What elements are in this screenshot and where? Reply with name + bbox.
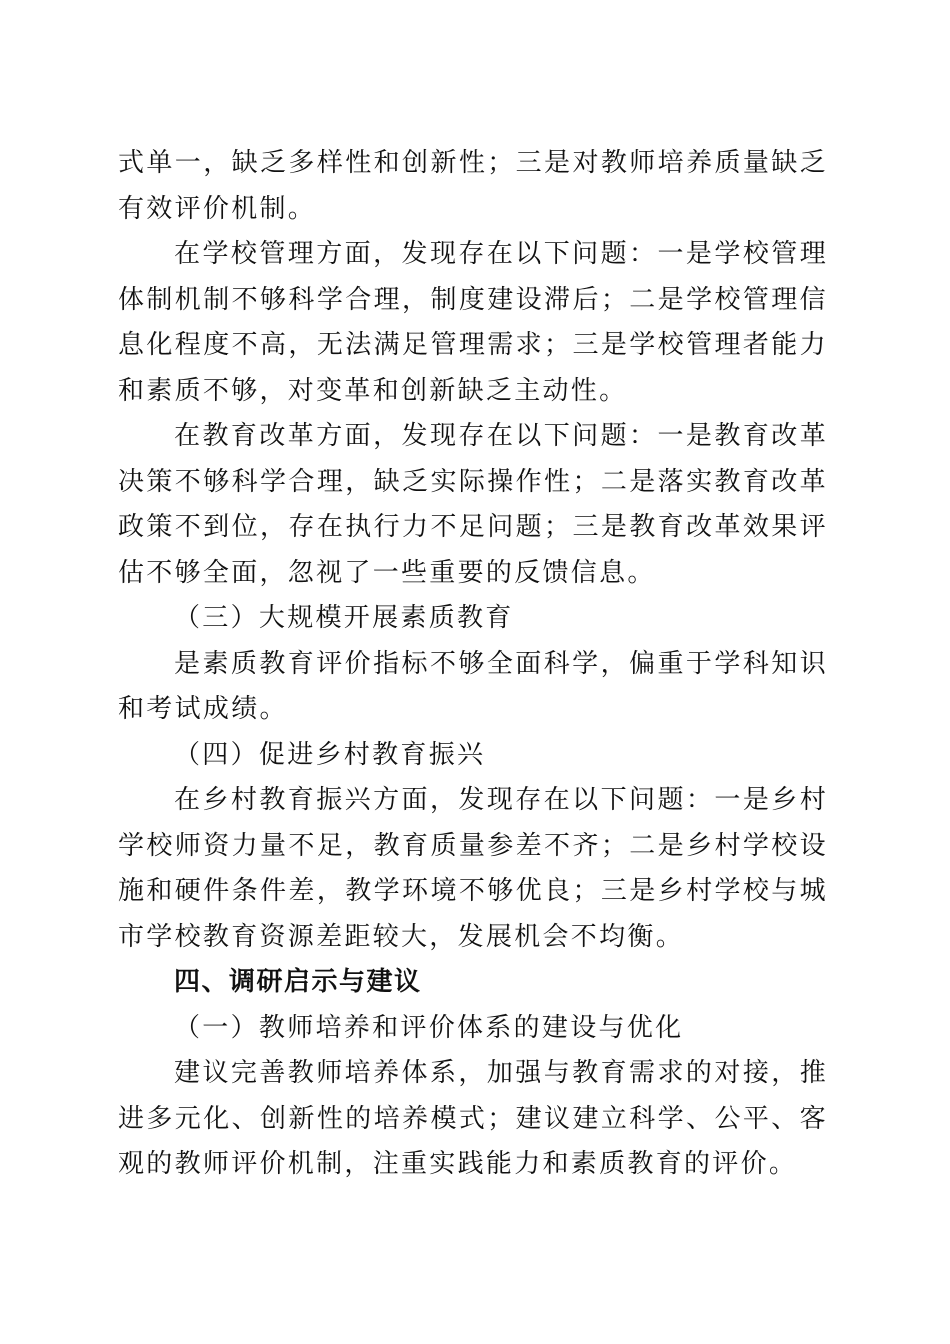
paragraph-teacher-training-continued: 式单一，缺乏多样性和创新性；三是对教师培养质量缺乏有效评价机制。 [118,148,828,224]
paragraph-rural-education: 在乡村教育振兴方面，发现存在以下问题：一是乡村学校师资力量不足，教育质量参差不齐；二是乡村学校设施和硬件条件差，教学环境不够优良；三是乡村学校与城市学校教育资源差距较大，发展机会不均衡。 [118,785,828,952]
document-body [118,141,828,1188]
subheading-teacher-evaluation: （一）教师培养和评价体系的建设与优化 [174,1012,684,1043]
paragraph-quality-education: 是素质教育评价指标不够全面科学，偏重于学科知识和考试成绩。 [118,648,828,724]
paragraph-school-management: 在学校管理方面，发现存在以下问题：一是学校管理体制机制不够科学合理，制度建设滞后；二是学校管理信息化程度不高，无法满足管理需求；三是学校管理者能力和素质不够，对变革和创新缺乏主动性。 [118,239,828,406]
subheading-quality-education: （三）大规模开展素质教育 [174,603,514,633]
paragraph-teacher-evaluation: 建议完善教师培养体系，加强与教育需求的对接，推进多元化、创新性的培养模式；建议建立科学、公平、客观的教师评价机制，注重实践能力和素质教育的评价。 [118,1058,828,1179]
subheading-rural-education: （四）促进乡村教育振兴 [174,739,486,770]
section-heading-suggestions: 四、调研启示与建议 [174,967,422,997]
paragraph-education-reform: 在教育改革方面，发现存在以下问题：一是教育改革决策不够科学合理，缺乏实际操作性；二是落实教育改革政策不到位，存在执行力不足问题；三是教育改革效果评估不够全面，忽视了一些重要的反馈信息。 [118,421,828,588]
